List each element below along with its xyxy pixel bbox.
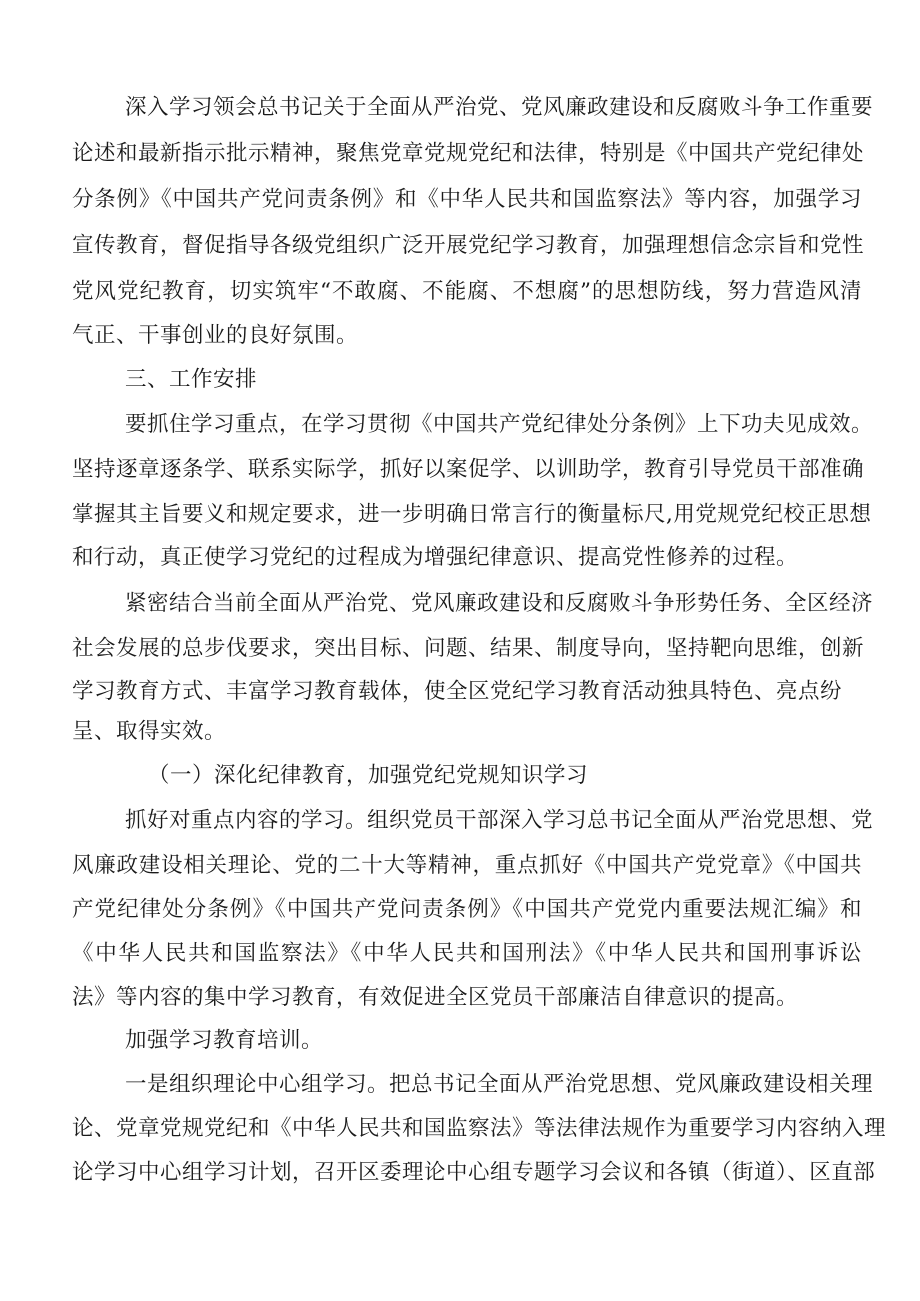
para1-line5: 党风党纪教育，切实筑牢“不敢腐、不能腐、不想腐”的思想防线，努力营造风清 [72, 279, 862, 304]
para3-line3: 学习教育方式、丰富学习教育载体，使全区党纪学习教育活动独具特色、亮点纷 [72, 679, 843, 704]
para2-line3: 掌握其主旨要义和规定要求，进一步明确日常言行的衡量标尺,用党规党纪校正思想 [72, 502, 872, 527]
para6-line3: 论学习中心组学习计划，召开区委理论中心组专题学习会议和各镇（街道）、区直部 [72, 1160, 876, 1185]
para4-line5: 法》等内容的集中学习教育，有效促进全区党员干部廉洁自律意识的提高。 [72, 985, 799, 1010]
para4-line3: 产党纪律处分条例》《中国共产党问责条例》《中国共产党党内重要法规汇编》和 [72, 897, 862, 922]
para1-line2: 论述和最新指示批示精神，聚焦党章党规党纪和法律，特别是《中国共产党纪律处 [72, 141, 865, 166]
para4-line1: 抓好对重点内容的学习。组织党员干部深入学习总书记全面从严治党思想、党 [125, 808, 874, 833]
section-heading-work-arrangement: 三、工作安排 [125, 367, 258, 392]
para1-line6: 气正、干事创业的良好氛围。 [72, 323, 359, 348]
para3-line2: 社会发展的总步伐要求，突出目标、问题、结果、制度导向，坚持靶向思维，创新 [72, 636, 865, 661]
para1-line3: 分条例》《中国共产党问责条例》和《中华人民共和国监察法》等内容，加强学习 [72, 187, 862, 212]
para6-line2: 论、党章党规党纪和《中华人民共和国监察法》等法律法规作为重要学习内容纳入理 [72, 1116, 887, 1141]
para3-line4: 呈、取得实效。 [72, 719, 227, 744]
para5-line1: 加强学习教育培训。 [125, 1028, 324, 1053]
para4-line4: 《中华人民共和国监察法》《中华人民共和国刑法》《中华人民共和国刑事诉讼 [72, 941, 862, 966]
para3-line1: 紧密结合当前全面从严治党、党风廉政建设和反腐败斗争形势任务、全区经济 [125, 591, 874, 616]
para1-line1: 深入学习领会总书记关于全面从严治党、党风廉政建设和反腐败斗争工作重要 [125, 95, 874, 120]
para1-line4: 宣传教育，督促指导各级党组织广泛开展党纪学习教育，加强理想信念宗旨和党性 [72, 233, 865, 258]
para6-line1: 一是组织理论中心组学习。把总书记全面从严治党思想、党风廉政建设相关理 [125, 1072, 874, 1097]
para2-line1: 要抓住学习重点，在学习贯彻《中国共产党纪律处分条例》上下功夫见成效。 [125, 412, 874, 437]
para4-line2: 风廉政建设相关理论、党的二十大等精神，重点抓好《中国共产党党章》《中国共 [72, 853, 862, 878]
subsection-heading-1: （一）深化纪律教育，加强党纪党规知识学习 [148, 763, 589, 788]
para2-line4: 和行动，真正使学习党纪的过程成为增强纪律意识、提高党性修养的过程。 [72, 545, 799, 570]
para2-line2: 坚持逐章逐条学、联系实际学，抓好以案促学、以训助学，教育引导党员干部准确 [72, 457, 865, 482]
